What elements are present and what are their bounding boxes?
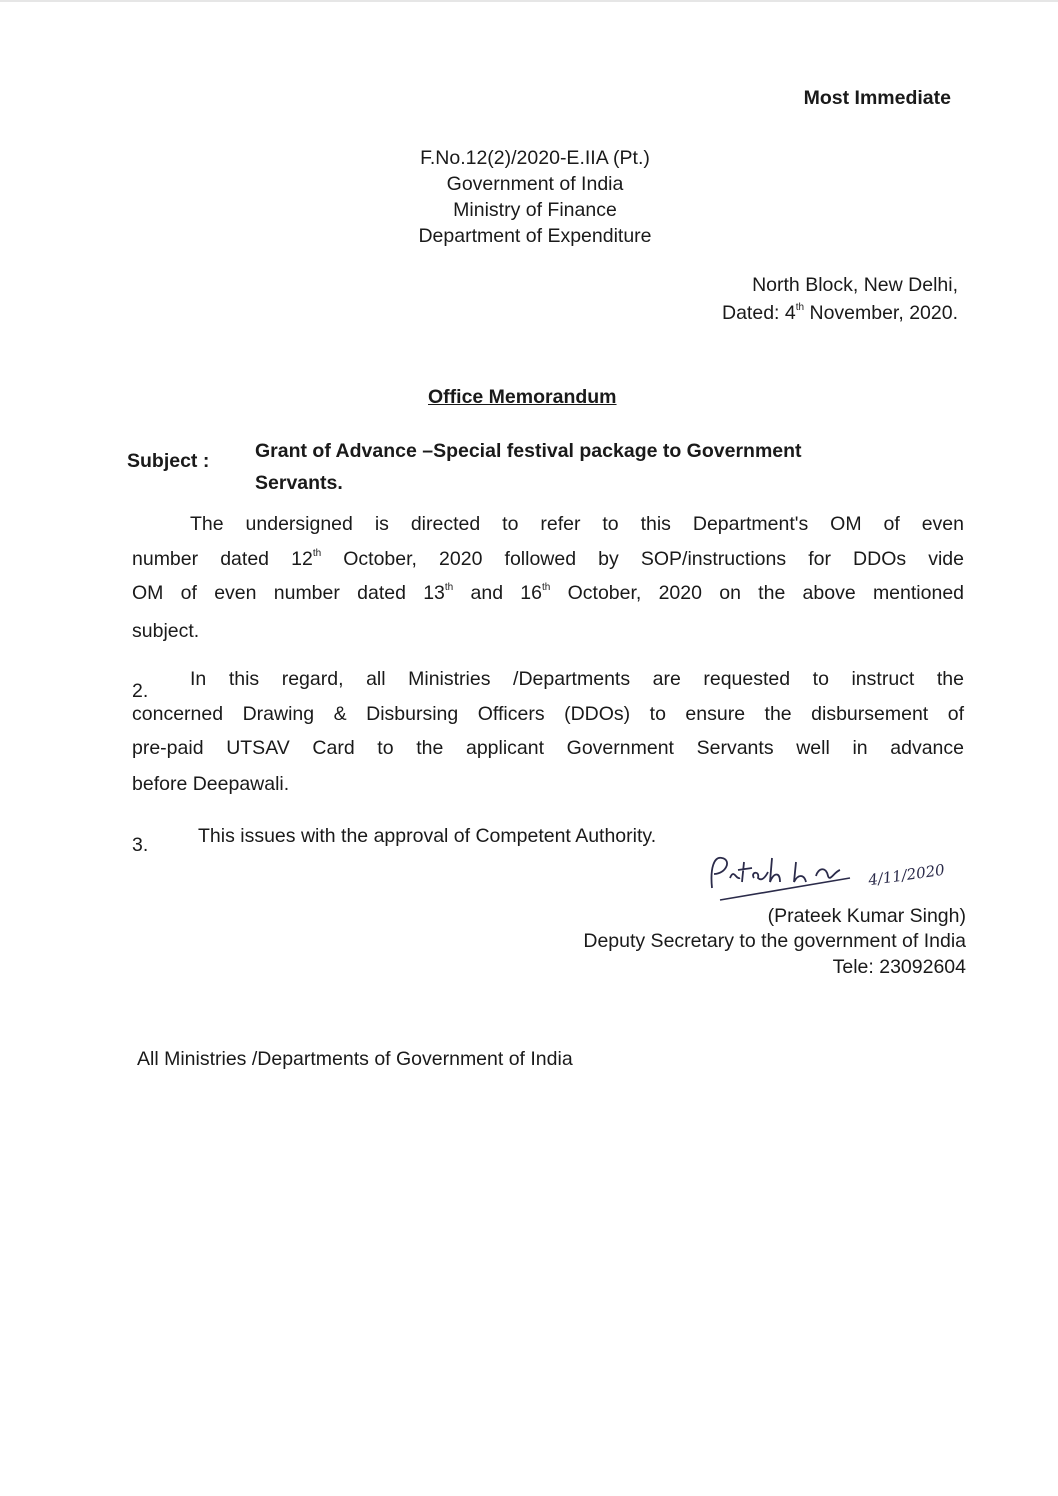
date <box>722 302 958 325</box>
para2-line <box>132 773 964 796</box>
para1-line <box>190 513 964 536</box>
scan-top-edge <box>0 0 1058 2</box>
sup: th <box>542 582 551 593</box>
para2-line <box>132 703 964 726</box>
department-name: Department of Expenditure <box>418 225 652 247</box>
para1-line <box>132 548 964 571</box>
text: before Deepawali. <box>132 773 290 795</box>
letterhead <box>330 145 740 249</box>
text: and 16 <box>453 582 542 604</box>
text: The undersigned is directed to refer to this Department's OM of even <box>190 513 964 535</box>
text: In this regard, all Ministries /Departments are requested to instruct the <box>190 668 964 690</box>
text: October, 2020 on the above mentioned <box>550 582 965 604</box>
para2-line <box>190 668 964 691</box>
signature-date: 4/11/2020 <box>867 860 946 890</box>
date-sup: th <box>795 302 805 313</box>
text: subject. <box>132 620 200 642</box>
text: pre-paid UTSAV Card to the applicant Government Servants well in advance <box>132 737 964 759</box>
sup: th <box>444 582 454 593</box>
signatory-telephone: Tele: 23092604 <box>832 956 966 978</box>
subject-line-1: Grant of Advance –Special festival package to Government <box>255 440 802 462</box>
text: number dated 12 <box>132 548 313 570</box>
para1-line <box>132 582 964 605</box>
government-name: Government of India <box>446 173 624 195</box>
para2-line <box>132 737 964 760</box>
para3-text: This issues with the approval of Competent Authority. <box>198 825 657 847</box>
para1-line <box>132 620 964 643</box>
priority-label: Most Immediate <box>803 87 951 109</box>
date-suffix: November, 2020. <box>804 302 958 324</box>
text: October, 2020 followed by SOP/instructions for DDOs vide <box>321 548 964 570</box>
para2-number: 2. <box>132 680 149 702</box>
file-number: F.No.12(2)/2020-E.IIA (Pt.) <box>420 147 650 169</box>
text: concerned Drawing & Disbursing Officers (DDOs) to ensure the disbursement of <box>132 703 964 725</box>
date-prefix: Dated: 4 <box>722 302 796 324</box>
sup: th <box>312 548 322 559</box>
place: North Block, New Delhi, <box>752 274 958 296</box>
para3-number: 3. <box>132 834 149 856</box>
subject-line-2: Servants. <box>255 472 343 494</box>
signatory-name: (Prateek Kumar Singh) <box>767 905 966 927</box>
document-title: Office Memorandum <box>428 386 617 408</box>
ministry-name: Ministry of Finance <box>453 199 617 221</box>
text: OM of even number dated 13 <box>132 582 445 604</box>
signatory-designation: Deputy Secretary to the government of India <box>583 930 966 952</box>
recipient: All Ministries /Departments of Government of India <box>137 1048 573 1070</box>
subject-label: Subject : <box>127 450 210 472</box>
